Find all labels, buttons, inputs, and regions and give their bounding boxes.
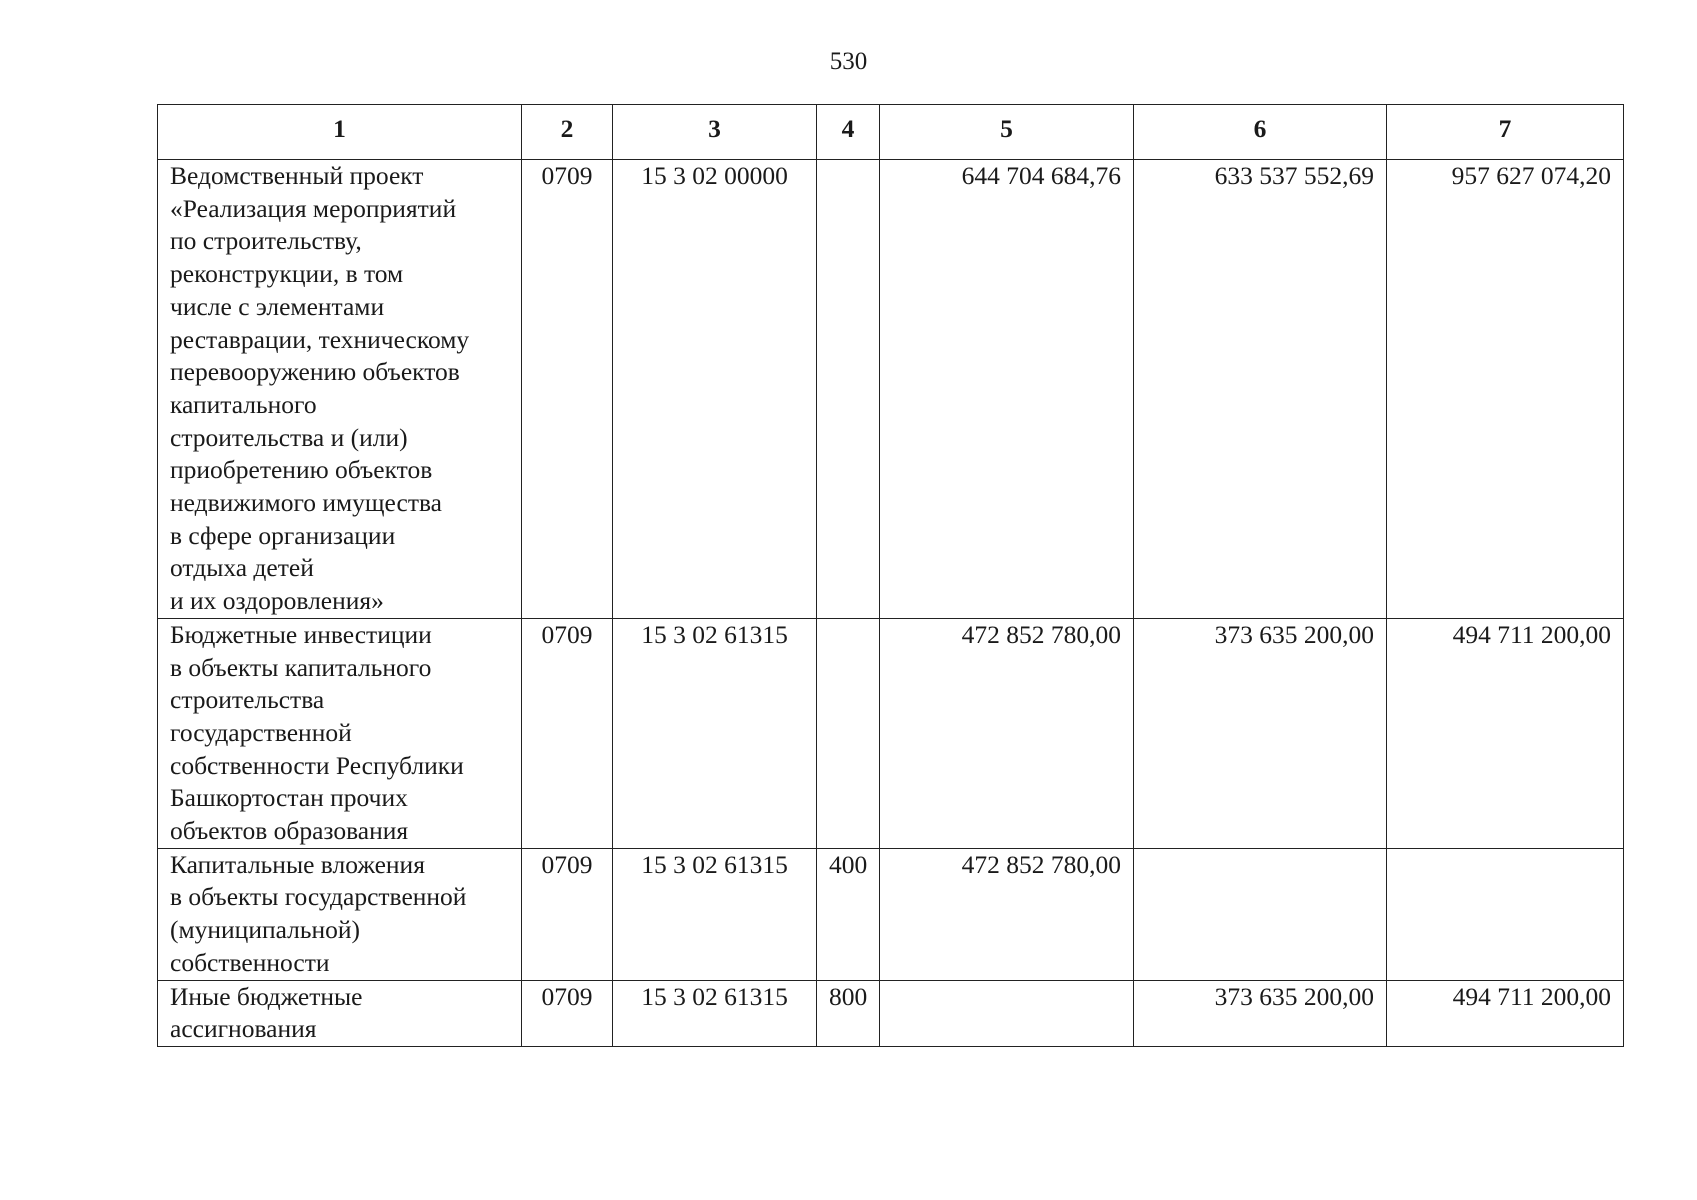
expense-type-cell [817,160,880,619]
column-header: 1 [158,105,522,160]
table-row [158,980,1624,1046]
amount-col6-cell [1134,848,1387,980]
target-article-cell: 15 3 02 61315 [613,618,817,848]
column-header: 2 [522,105,613,160]
section-code-cell: 0709 [522,160,613,619]
table-header-row [158,105,1624,160]
table-row [158,618,1624,848]
target-article-cell: 15 3 02 61315 [613,980,817,1046]
amount-col5-cell: 472 852 780,00 [880,618,1134,848]
section-code-cell: 0709 [522,980,613,1046]
amount-col7-cell: 494 711 200,00 [1387,980,1624,1046]
amount-col7-cell [1387,848,1624,980]
page-number: 530 [829,48,868,75]
expense-type-cell [817,618,880,848]
target-article-cell: 15 3 02 61315 [613,848,817,980]
row-name-cell: Иные бюджетные ассигнования [158,980,522,1046]
row-name-cell: Капитальные вложения в объекты государственной (муниципальной) собственности [158,848,522,980]
column-header: 7 [1387,105,1624,160]
amount-col5-cell: 644 704 684,76 [880,160,1134,619]
column-header: 4 [817,105,880,160]
table-row [158,848,1624,980]
amount-col7-cell: 957 627 074,20 [1387,160,1624,619]
target-article-cell: 15 3 02 00000 [613,160,817,619]
expense-type-cell: 400 [817,848,880,980]
section-code-cell: 0709 [522,848,613,980]
amount-col5-cell [880,980,1134,1046]
expense-type-cell: 800 [817,980,880,1046]
amount-col6-cell: 633 537 552,69 [1134,160,1387,619]
amount-col6-cell: 373 635 200,00 [1134,618,1387,848]
amount-col5-cell: 472 852 780,00 [880,848,1134,980]
row-name-cell: Бюджетные инвестиции в объекты капитального строительства государственной собственности Республики Башкортостан прочих объектов образования [158,618,522,848]
column-header: 6 [1134,105,1387,160]
table-row [158,160,1624,619]
column-header: 5 [880,105,1134,160]
column-header: 3 [613,105,817,160]
amount-col6-cell: 373 635 200,00 [1134,980,1387,1046]
row-name-cell: Ведомственный проект «Реализация мероприятий по строительству, реконструкции, в том числе с элементами реставрации, техническому перевооружению объектов капитального строительства и (или) приобретению объектов недвижимого имущества в сфере организации отдыха детей и их оздоровления» [158,160,522,619]
budget-table [157,104,1624,1047]
section-code-cell: 0709 [522,618,613,848]
amount-col7-cell: 494 711 200,00 [1387,618,1624,848]
